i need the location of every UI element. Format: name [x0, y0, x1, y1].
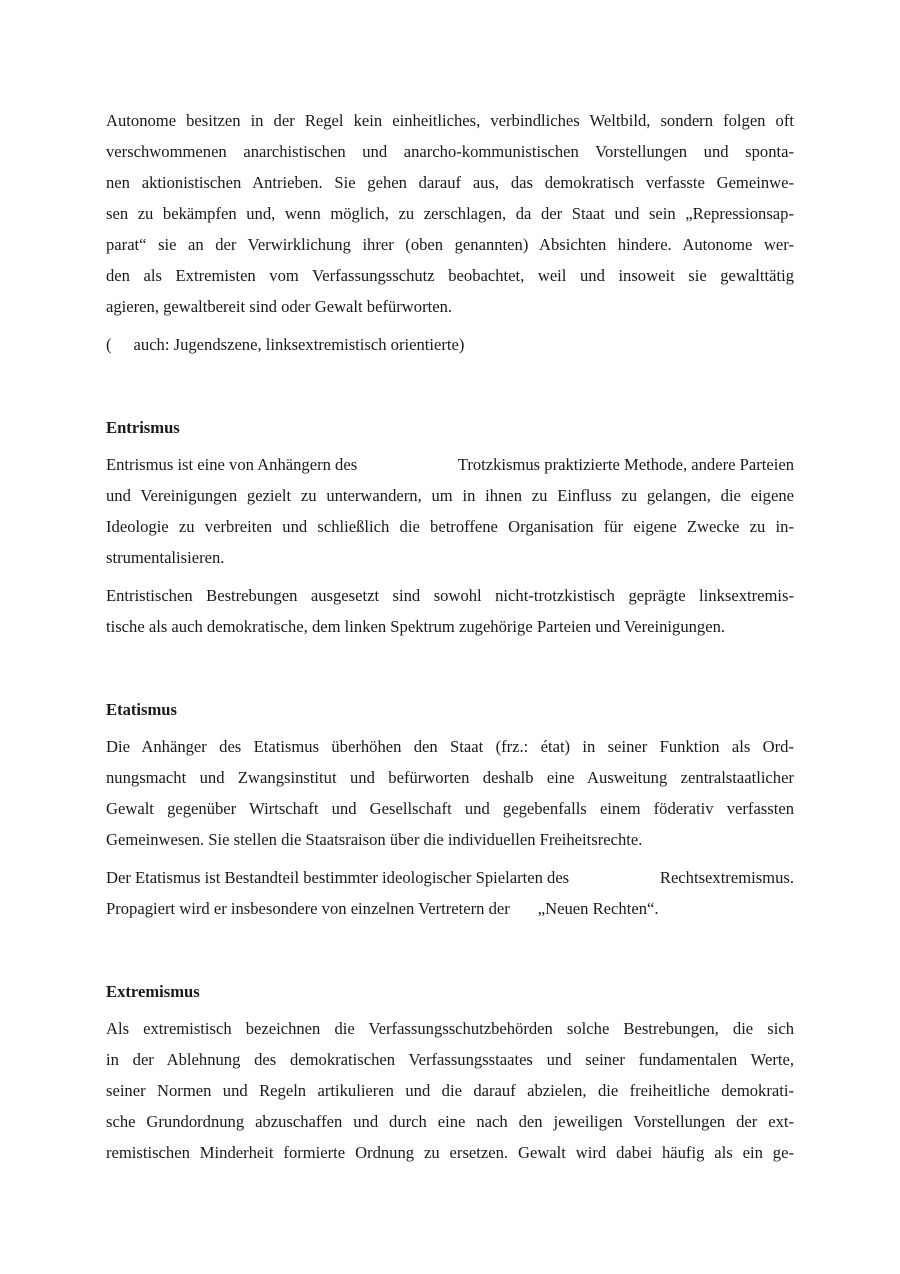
entrismus-paragraph-2: [106, 580, 794, 642]
text-line: sen zu bekämpfen und, wenn möglich, zu zerschlagen, da der Staat und sein „Repressionsap-: [106, 204, 794, 223]
section-heading-extremismus: Extremismus: [106, 982, 200, 1001]
text-line: Als extremistisch bezeichnen die Verfassungsschutzbehörden solche Bestrebungen, die sich: [106, 1019, 794, 1038]
section-heading-etatismus: Etatismus: [106, 700, 177, 719]
text-line: [106, 862, 794, 893]
text-line: parat“ sie an der Verwirklichung ihrer (oben genannten) Absichten hindere. Autonome wer-: [106, 235, 794, 254]
text-line: den als Extremisten vom Verfassungsschutz beobachtet, weil und insoweit sie gewalttätig: [106, 266, 794, 285]
text-line: tische als auch demokratische, dem linken Spektrum zugehörige Parteien und Vereinigungen.: [106, 617, 726, 636]
text-segment: Propagiert wird er insbesondere von einzelnen Vertretern der: [106, 899, 510, 918]
text-line: nungsmacht und Zwangsinstitut und befürworten deshalb eine Ausweitung zentralstaatlicher: [106, 768, 794, 787]
text-line: [106, 449, 794, 480]
text-line: in der Ablehnung des demokratischen Verfassungsstaates und seiner fundamentalen Werte,: [106, 1050, 794, 1069]
text-line: Entristischen Bestrebungen ausgesetzt sind sowohl nicht-trotzkistisch geprägte linksextremis-: [106, 586, 794, 605]
extremismus-paragraph: [106, 1013, 794, 1168]
text-segment: Rechtsextremismus.: [659, 868, 794, 887]
text-line: nen aktionistischen Antrieben. Sie gehen darauf aus, das demokratisch verfasste Gemeinwe-: [106, 173, 794, 192]
text-line: Die Anhänger des Etatismus überhöhen den Staat (frz.: état) in seiner Funktion als Ord-: [106, 737, 794, 756]
section-heading-entrismus: Entrismus: [106, 418, 180, 437]
text-line: verschwommenen anarchistischen und anarcho-kommunistischen Vorstellungen und sponta-: [106, 142, 794, 161]
text-line: agieren, gewaltbereit sind oder Gewalt befürworten.: [106, 297, 453, 316]
etatismus-paragraph-1: [106, 731, 794, 855]
text-line: sche Grundordnung abzuschaffen und durch eine nach den jeweiligen Vorstellungen der ext-: [106, 1112, 794, 1131]
see-also-paren: (: [106, 335, 112, 354]
etatismus-paragraph-2: [106, 862, 794, 924]
text-line: und Vereinigungen gezielt zu unterwandern, um in ihnen zu Einfluss zu gelangen, die eigene: [106, 486, 794, 505]
text-line: [106, 893, 794, 924]
see-also-reference: [106, 329, 794, 360]
text-line: strumentalisieren.: [106, 548, 225, 567]
document-page: [106, 105, 794, 1168]
see-also-text: auch: Jugendszene, linksextremistisch orientierte): [133, 335, 465, 354]
text-segment: „Neuen Rechten“.: [537, 899, 659, 918]
text-line: Ideologie zu verbreiten und schließlich die betroffene Organisation für eigene Zwecke zu in-: [106, 517, 794, 536]
entrismus-paragraph-1: [106, 449, 794, 573]
text-line: Gemeinwesen. Sie stellen die Staatsraison über die individuellen Freiheitsrechte.: [106, 830, 643, 849]
text-segment: Der Etatismus ist Bestandteil bestimmter ideologischer Spielarten des: [106, 868, 570, 887]
text-line: remistischen Minderheit formierte Ordnung zu ersetzen. Gewalt wird dabei häufig als ein ge-: [106, 1143, 794, 1162]
text-segment: Entrismus ist eine von Anhängern des: [106, 455, 358, 474]
text-line: Gewalt gegenüber Wirtschaft und Gesellschaft und gegebenfalls einem föderativ verfassten: [106, 799, 794, 818]
text-line: Autonome besitzen in der Regel kein einheitliches, verbindliches Weltbild, sondern folgen oft: [106, 111, 794, 130]
autonome-paragraph: [106, 105, 794, 322]
text-line: seiner Normen und Regeln artikulieren und die darauf abzielen, die freiheitliche demokrati-: [106, 1081, 794, 1100]
text-segment: Trotzkismus praktizierte Methode, andere Parteien: [457, 455, 794, 474]
